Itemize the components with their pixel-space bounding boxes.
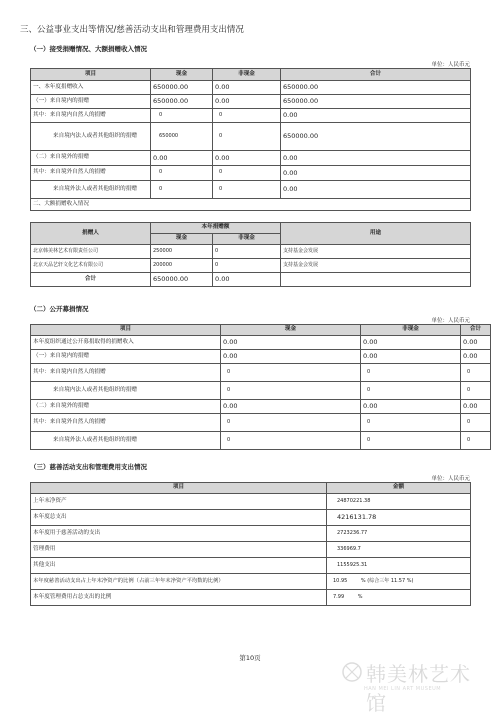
section3-unit: 单位：人民币元 xyxy=(431,476,470,482)
total-cell: 0.00 xyxy=(461,336,491,350)
table-row xyxy=(31,245,471,259)
total-cell: 0.00 xyxy=(281,181,471,199)
total-cell: 0.00 xyxy=(281,109,471,123)
ratio-cell xyxy=(327,574,471,590)
noncash-cell: 0 xyxy=(213,181,281,199)
cash-cell: 650000.00 xyxy=(151,81,213,95)
col-header-item: 项目 xyxy=(31,69,151,81)
watermark-en: HAN MEI LIN ART MUSEUM xyxy=(364,686,442,692)
cash-cell: 0 xyxy=(221,432,361,450)
total-cell: 0 xyxy=(461,382,491,400)
section1-unit: 单位：人民币元 xyxy=(431,62,470,68)
donation-income-table xyxy=(30,68,471,211)
col-header-total: 合计 xyxy=(461,325,491,336)
noncash-cell: 0.00 xyxy=(361,336,461,350)
col-header-use: 用途 xyxy=(281,223,471,245)
table-row xyxy=(31,273,471,287)
col-header-item: 项目 xyxy=(31,325,221,336)
total-cell: 650000.00 xyxy=(281,81,471,95)
table-row xyxy=(31,123,471,151)
row-label: 其他支出 xyxy=(31,558,327,574)
museum-watermark xyxy=(338,654,488,715)
col-header-item: 项目 xyxy=(31,483,327,494)
table-row xyxy=(31,199,471,211)
total-cell: 0 xyxy=(461,414,491,432)
row-label: （一）来自境内的捐赠 xyxy=(31,350,221,364)
row-label: 其中：来自境外自然人的捐赠 xyxy=(31,166,151,181)
percent-sign: % xyxy=(357,593,363,600)
large-donation-table xyxy=(30,222,471,287)
table-row xyxy=(31,364,491,382)
total-cell: 0 xyxy=(461,432,491,450)
cash-cell: 0 xyxy=(221,414,361,432)
table-row xyxy=(31,510,471,526)
public-fundraising-table xyxy=(30,324,491,450)
table-row xyxy=(31,494,471,510)
table-row xyxy=(31,558,471,574)
cash-cell: 0 xyxy=(221,382,361,400)
cash-cell: 0 xyxy=(151,166,213,181)
col-header-cash: 现金 xyxy=(221,325,361,336)
row-label: 一、本年度捐赠收入 xyxy=(31,81,151,95)
cash-cell: 0.00 xyxy=(221,350,361,364)
total-cell: 0 xyxy=(461,364,491,382)
empty-cell xyxy=(281,273,471,287)
noncash-cell: 0 xyxy=(361,364,461,382)
ratio-value: 10.95 xyxy=(333,577,348,584)
donor-cell: 北京天品艺轩文化艺术有限公司 xyxy=(31,259,151,273)
watermark-cn: 韩美林艺术馆 xyxy=(366,662,471,715)
col-header-noncash: 非现金 xyxy=(213,234,281,245)
table-row xyxy=(31,590,471,606)
total-cell: 0.00 xyxy=(461,400,491,414)
table-row xyxy=(31,574,471,590)
total-cash: 650000.00 xyxy=(151,273,213,287)
noncash-cell: 0.00 xyxy=(213,95,281,109)
col-header-amount: 本年捐赠额 xyxy=(151,223,281,234)
table-row xyxy=(31,166,471,181)
noncash-cell: 0.00 xyxy=(213,151,281,166)
col-header-cash: 现金 xyxy=(151,69,213,81)
col-header-total: 合计 xyxy=(281,69,471,81)
row-label: 上年末净资产 xyxy=(31,494,327,510)
row-label: （一）来自境内的捐赠 xyxy=(31,95,151,109)
cash-cell: 200000 xyxy=(151,259,213,273)
table-row xyxy=(31,382,491,400)
donor-cell: 北京韩美林艺术有限责任公司 xyxy=(31,245,151,259)
cash-cell: 0 xyxy=(151,181,213,199)
noncash-cell: 0 xyxy=(213,123,281,151)
ratio-note: (综合三年 xyxy=(367,577,390,584)
amount-cell: 24870221.38 xyxy=(327,494,471,510)
row-label: 来自境内法人或者其他组织的捐赠 xyxy=(31,123,151,151)
noncash-cell: 0 xyxy=(361,382,461,400)
noncash-cell: 0.00 xyxy=(361,400,461,414)
row-label: 来自境外法人或者其他组织的捐赠 xyxy=(31,181,151,199)
large-donation-title: 二、大额捐赠收入情况 xyxy=(31,199,471,211)
amount-cell: 336969.7 xyxy=(327,542,471,558)
cash-cell: 650000 xyxy=(151,123,213,151)
table-row xyxy=(31,81,471,95)
table-row xyxy=(31,400,491,414)
cash-cell: 650000.00 xyxy=(151,95,213,109)
noncash-cell: 0 xyxy=(213,259,281,273)
ratio-label: 本年度慈善活动支出占上年末净资产的比例（占前三年年末净资产平均数的比例） xyxy=(31,574,327,590)
row-label: 来自境外法人或者其他组织的捐赠 xyxy=(31,432,221,450)
total-cell: 0.00 xyxy=(461,350,491,364)
table-row xyxy=(31,350,491,364)
row-label: 来自境内法人或者其他组织的捐赠 xyxy=(31,382,221,400)
row-label: 本年度总支出 xyxy=(31,510,327,526)
cash-cell: 0 xyxy=(151,109,213,123)
section2-title: （二）公开募捐情况 xyxy=(30,305,89,313)
table-row xyxy=(31,95,471,109)
cash-cell: 250000 xyxy=(151,245,213,259)
table-row xyxy=(31,336,491,350)
charity-expense-table xyxy=(30,482,471,606)
amount-cell: 2723236.77 xyxy=(327,526,471,542)
col-header-amount: 金额 xyxy=(327,483,471,494)
row-label: 其中：来自境外自然人的捐赠 xyxy=(31,414,221,432)
total-cell: 0.00 xyxy=(281,151,471,166)
row-label: 本年度用于慈善活动的支出 xyxy=(31,526,327,542)
ratio-suffix: %) xyxy=(406,577,414,584)
row-label: （二）来自境外的捐赠 xyxy=(31,151,151,166)
cash-cell: 0 xyxy=(221,364,361,382)
table-row xyxy=(31,151,471,166)
percent-sign: % xyxy=(360,577,366,584)
table-row xyxy=(31,259,471,273)
use-cell: 支持基金会发展 xyxy=(281,245,471,259)
ratio-value: 7.99 xyxy=(333,593,345,600)
page-number: 第10页 xyxy=(239,654,261,662)
ratio-label: 本年度管理费用占总支出的比例 xyxy=(31,590,327,606)
page-heading: 三、公益事业支出等情况/慈善活动支出和管理费用支出情况 xyxy=(20,25,244,35)
noncash-cell: 0 xyxy=(213,109,281,123)
noncash-cell: 0.00 xyxy=(213,81,281,95)
noncash-cell: 0 xyxy=(361,414,461,432)
row-label: 本年度组织通过公开募捐取得的捐赠收入 xyxy=(31,336,221,350)
table-row xyxy=(31,432,491,450)
col-header-cash: 现金 xyxy=(151,234,213,245)
table-row xyxy=(31,181,471,199)
total-cell: 650000.00 xyxy=(281,123,471,151)
cash-cell: 0.00 xyxy=(151,151,213,166)
noncash-cell: 0 xyxy=(213,245,281,259)
amount-cell: 4216131.78 xyxy=(327,510,471,526)
row-label: （二）来自境外的捐赠 xyxy=(31,400,221,414)
use-cell: 支持基金会发展 xyxy=(281,259,471,273)
table-row xyxy=(31,542,471,558)
ratio-cell xyxy=(327,590,471,606)
noncash-cell: 0 xyxy=(213,166,281,181)
ratio-value-3yr: 11.57 xyxy=(390,577,406,584)
section1-title: （一）接受捐赠情况、大额捐赠收入情况 xyxy=(30,45,147,53)
section2-unit: 单位：人民币元 xyxy=(431,318,470,324)
total-noncash: 0.00 xyxy=(213,273,281,287)
row-label: 管理费用 xyxy=(31,542,327,558)
cash-cell: 0.00 xyxy=(221,400,361,414)
col-header-noncash: 非现金 xyxy=(361,325,461,336)
row-label: 其中：来自境内自然人的捐赠 xyxy=(31,109,151,123)
table-row xyxy=(31,414,491,432)
total-cell: 0.00 xyxy=(281,166,471,181)
noncash-cell: 0.00 xyxy=(361,350,461,364)
section3-title: （三）慈善活动支出和管理费用支出情况 xyxy=(30,463,147,471)
noncash-cell: 0 xyxy=(361,432,461,450)
table-row xyxy=(31,526,471,542)
col-header-donor: 捐赠人 xyxy=(31,223,151,245)
col-header-noncash: 非现金 xyxy=(213,69,281,81)
table-row xyxy=(31,109,471,123)
row-label: 其中：来自境内自然人的捐赠 xyxy=(31,364,221,382)
cash-cell: 0.00 xyxy=(221,336,361,350)
amount-cell: 1155925.31 xyxy=(327,558,471,574)
total-label: 合计 xyxy=(31,273,151,287)
total-cell: 650000.00 xyxy=(281,95,471,109)
